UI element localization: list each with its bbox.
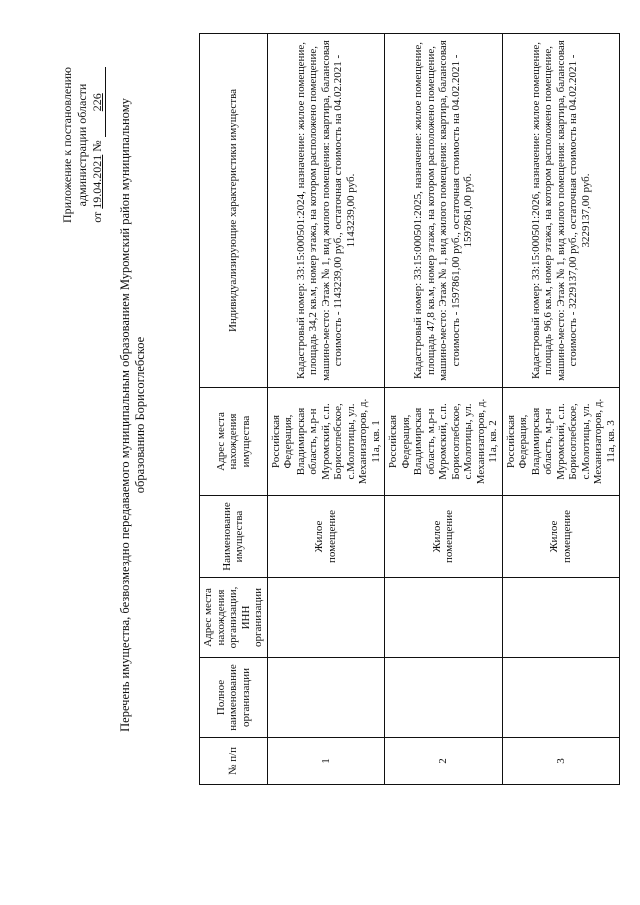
cell-num: 3	[502, 738, 620, 785]
approval-date-line	[90, 30, 106, 260]
header-org-address: Адрес места нахождения организации, ИНН организации	[200, 578, 268, 658]
table-header-row	[200, 34, 268, 785]
title-line-1: Перечень имущества, безвозмездно передаваемого муниципальным образованием Муромский район муниципальному	[118, 98, 132, 732]
cell-characteristics: Кадастровый номер: 33:15:000501:2025, назначение: жилое помещение, площадь 47,8 кв.м, номер этажа, на котором расположено помещение, машино-место: Этаж № 1, вид жилого помещения: квартира, балансовая стоимость - 1597861,00 руб., остаточная стоимость на 04.02.2021 - 1597861,00 руб.	[385, 34, 503, 388]
approval-block	[60, 30, 106, 260]
approval-line-2: администрации области	[75, 83, 89, 207]
cell-property-address: Российская Федерация, Владимирская область, м.р-н Муромский, с.п. Борисоглебское, с.Молотицы, ул. Механизаторов, д. 11а, кв. 2	[385, 388, 503, 496]
table-row	[267, 34, 385, 785]
approval-number-label: №	[90, 140, 104, 152]
header-num: № п/п	[200, 738, 268, 785]
title-line-2: образованию Борисоглебское	[133, 336, 147, 494]
approval-date: 19.04.2021	[90, 154, 104, 209]
cell-num: 1	[267, 738, 385, 785]
cell-org-address	[502, 578, 620, 658]
cell-org-address	[385, 578, 503, 658]
approval-number: 226	[90, 67, 106, 137]
table-row	[385, 34, 503, 785]
header-org-name: Полное наименование организации	[200, 658, 268, 738]
cell-characteristics: Кадастровый номер: 33:15:000501:2026, назначение: жилое помещение, площадь 96,6 кв.м, номер этажа, на котором расположено помещение, машино-место: Этаж № 1, вид жилого помещения: квартира, балансовая стоимость - 3229137,00 руб., остаточная стоимость на 04.02.2021 - 3229137,00 руб.	[502, 34, 620, 388]
cell-property-name: Жилое помещение	[385, 496, 503, 578]
cell-characteristics: Кадастровый номер: 33:15:000501:2024, назначение: жилое помещение, площадь 34,2 кв.м, номер этажа, на котором расположено помещение, машино-место: Этаж № 1, вид жилого помещения: квартира, балансовая стоимость - 1143239,00 руб., остаточная стоимость на 04.02.2021 - 1143239,00 руб.	[267, 34, 385, 388]
cell-property-address: Российская Федерация, Владимирская область, м.р-н Муромский, с.п. Борисоглебское, с.Молотицы, ул. Механизаторов, д. 11а, кв. 1	[267, 388, 385, 496]
header-property-name: Наименование имущества	[200, 496, 268, 578]
cell-org-name	[267, 658, 385, 738]
cell-num: 2	[385, 738, 503, 785]
cell-property-name: Жилое помещение	[502, 496, 620, 578]
document-title	[118, 35, 148, 795]
property-table	[199, 33, 620, 785]
header-property-address: Адрес места нахождения имущества	[200, 388, 268, 496]
cell-org-name	[502, 658, 620, 738]
table-row	[502, 34, 620, 785]
approval-from-label: от	[90, 211, 104, 223]
header-characteristics: Индивидуализирующие характеристики имущества	[200, 34, 268, 388]
cell-org-name	[385, 658, 503, 738]
cell-org-address	[267, 578, 385, 658]
approval-line-1: Приложение к постановлению	[60, 66, 74, 224]
cell-property-address: Российская Федерация, Владимирская область, м.р-н Муромский, с.п. Борисоглебское, с.Молотицы, ул. Механизаторов, д. 11а, кв. 3	[502, 388, 620, 496]
cell-property-name: Жилое помещение	[267, 496, 385, 578]
